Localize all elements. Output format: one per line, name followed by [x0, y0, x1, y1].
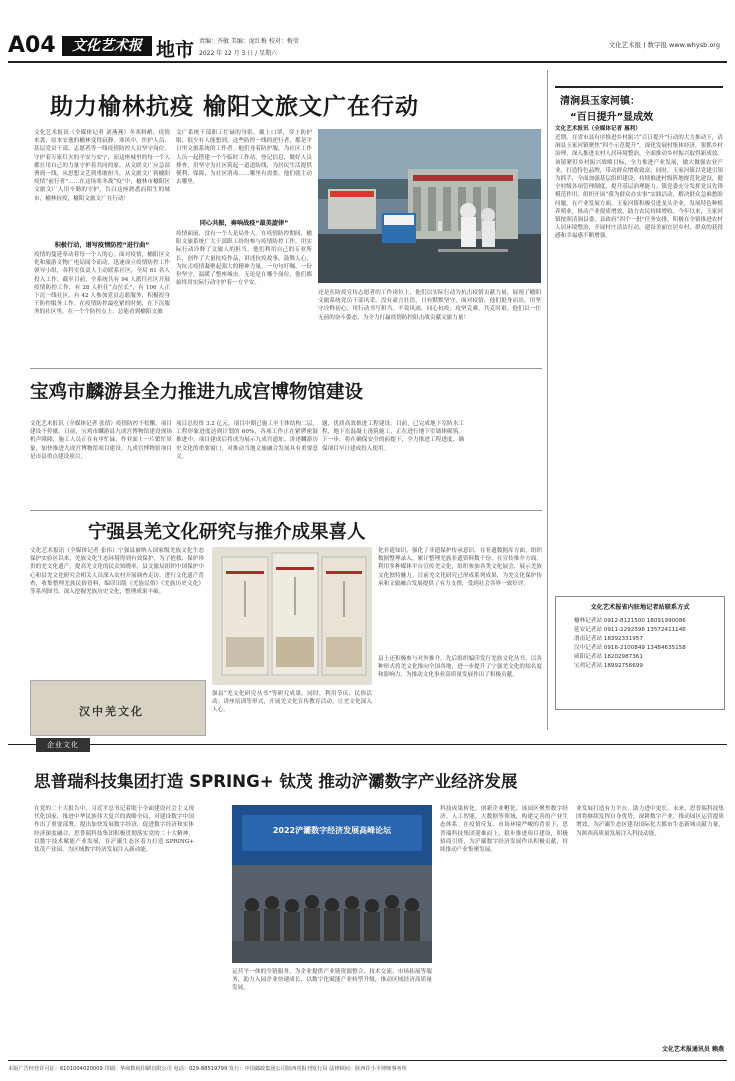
contact-row	[574, 626, 724, 635]
article1-subhead2: 同心共振，奏响战疫“最美旋律”	[199, 220, 289, 227]
article4-photo	[232, 805, 432, 963]
article3-books-photo	[212, 547, 372, 685]
contact-station: 汉中记者站	[574, 645, 602, 651]
article4-body-col2: 运营平一体的全链服务。为企业提供产业链资源整合、技术交流、市场拓展等服务，助力入园企业快速成长，以数字化赋能产业转型升级，推动区域经济高质量发展。	[232, 969, 432, 992]
contact-row	[574, 617, 724, 626]
page-number: A04	[8, 33, 56, 58]
contact-phone: 0916-2100849 13484635158	[603, 645, 686, 651]
article2-body-col2: 项目总投资 3.2 亿元，项目中期已施工至主体结构二层，工程形象进度达到计划的 60%，各项工作正在紧锣密鼓推进中。项目建成后将成为展示九成宫遗址、讲述麟游历史文化的重要窗口，对推动当地文旅融合发展具有重要意义。	[176, 421, 318, 460]
article2-top-rule	[30, 368, 542, 369]
sidebar-kicker: 清涧县玉家河镇：	[560, 96, 640, 107]
section-bar-line	[8, 744, 727, 745]
article3-books-graphic	[212, 547, 372, 685]
article4-body-col3: 科技成果转化，创新企业孵化。该园区聚焦数字经济、人工智能、大数据等领域，构建完善的产业生态体系。在疫情反复、市场环境严峻的背景下，思普瑞科技集团迎难而上，稳步推进项目建设，积极招商引资，为浐灞数字经济发展作出积极贡献，持续推动产业集聚发展。	[440, 806, 568, 854]
contact-station: 榆林记者站	[574, 618, 602, 624]
section-bar-label: 企业文化	[36, 738, 90, 752]
article4-body-col4: 业发展打造有力平台，助力进中更长。未来，思普瑞科技集团将继续发挥自身优势，深耕数字产业，推动园区运营提质增效，为浐灞生态区建设国际化大都市生态新城贡献力量，为陕西高质量发展注入科技动能。	[576, 806, 724, 837]
photo-banner-text: 2022浐灞数字经济发展高峰论坛	[272, 826, 392, 835]
contact-phone: 18202987361	[603, 654, 643, 660]
contact-station: 延安记者站	[574, 627, 602, 633]
article2-body-col1: 文化艺术报讯（全媒体记者 张倩）疫情防控不松懈，项目建设不停歇。日前，宝鸡市麟游县九成宫博物馆建设现场机声隆隆，施工人员正在有序忙碌，作业面上一片繁忙景象，加快推进九成宫博物馆项目建设。九成宫博物馆项目是市县重点建设项目，	[30, 421, 172, 460]
article3-body-col1: 文化艺术报讯（全媒体记者 张伟）宁强县被纳入国家级羌族文化生态保护实验区以来，羌族文化生态环境得到有效保护，为了抢救、保护珍贵的羌文化遗产，提高羌文化的民众知晓率，县文旅局组织中国保护中心和县羌文化研究会相关人员深入农村开展调查走访，进行文化遗产普查，收集整理羌族民俗资料，编印出版《羌族民俗》《羌族历史文化》等系列图书，深入挖掘羌族历史文化，整理成果丰硕。	[30, 548, 204, 596]
article1-body-col1: 文化艺术报讯（全媒体记者 刘燕燕）冬寒料峭，疫情来袭，原本安逸的榆林变得寂静。寒风中，医护人员、基层党员干部、志愿者等一线疫情防控人员坚守岗位，守护着万家灯火的平安与安宁，而这座城里的每一个人都在用自己的力量守护着共同的家。从文联文广应急部署到一线，从思想文艺到勇敢担当，从文旅文广到榆阳疫情“前行者”……在这场寒冬战“疫”中，榆林市榆阳区文旅文广人用辛勤的守护、告白这座熟悉而陌生的城市，榆林抗疫，榆阳文旅文广在行动！	[34, 130, 170, 202]
article4-headline: 思普瑞科技集团打造 SPRING+ 钛茂 推动浐灞数字产业经济发展	[34, 772, 518, 791]
article3-top-rule	[30, 510, 542, 511]
contact-list	[574, 617, 724, 671]
article1-body-col2b: 疫情面前，没有一个人是局外人。在疫情防控期间，榆阳文旅系统广大干部职工纷纷参与疫情防控工作，用实际行动诠释了文旅人的担当。他们利用自己的专业所长，创作了大量抗疫作品，讲述抗疫故事，鼓舞人心，为抗击疫情凝聚起强大的精神力量。一句句叮嘱、一份份坚守，温暖了整座城市。无论是在哪个岗位，他们都始终用实际行动守护着一方平安。	[176, 231, 312, 287]
article3-photo-caption: 强县“羌文化研究丛书”等研究成果。同时，利用节庆、民俗活动、讲座培训等形式，开展羌文化宣传教育活动，让羌文化深入人心。	[212, 691, 372, 714]
article2-headline: 宝鸡市麟游县全力推进九成宫博物馆建设	[30, 382, 364, 403]
article3-book-cover	[30, 680, 206, 736]
sidebar-header-bar	[555, 86, 723, 88]
contact-station: 咸阳记者站	[574, 654, 602, 660]
article1-subhead1: 积极行动，谱写疫情防控“进行曲”	[54, 242, 150, 249]
issue-date: 2022 年 12 月 3 日 / 星期六	[199, 50, 278, 57]
article4-body-col1: 在党的二十大报告中，习近平总书记着眼于全面建设社会主义现代化国家，推进中华民族伟大复兴的战略全局，对建设数字中国作出了重要部署，提出加快发展数字经济，促进数字经济和实体经济深度融合。思普瑞科技集团积极贯彻落实党的二十大精神，以数字技术赋能产业发展，在浐灞生态区着力打造 SPRING+ 钛茂产业园，为区域数字经济发展注入新动能。	[34, 806, 194, 854]
article3-body-col2: 化非遗知识，强化了非遗保护传承意识。在非遗数据库方面，组织数据整理录入，累计整理羌族非遗资料数千份。在宣传推介方面，利用多种媒体平台宣传羌文化，组织参加各类文化展会，展示羌族文化独特魅力。目前羌文化研究已形成系列成果，为羌文化保护传承和文旅融合发展提供了有力支撑，受到社会各界一致好评。	[378, 548, 542, 587]
article1-body-col2: 文广系统干部职工忙碌的身影。戴上口罩，穿上防护服，很少有人能想到，这些防控一线的逆行者，都是平日里文旅系统的工作者。他们身着防护服，为社区工作人员一起搭建一个个临时工作站、登记信息，做好人员排查，用坚守为社区筑起一道道防线，为居民生活提供便利、保障，为社区消毒……哪里有需要，他们就主动去哪里。	[176, 130, 312, 186]
editor-credits: 责编：齐敏 美编：庞红梅 校对：梅莹	[199, 38, 299, 45]
sidebar-headline: “百日提升”显成效	[570, 112, 654, 123]
contact-phone: 18992756699	[603, 663, 643, 669]
contact-row	[574, 662, 724, 671]
article1-photo	[318, 129, 541, 283]
section-title: 地市	[156, 39, 195, 61]
contact-box-title: 文化艺术报省内驻地记者站联系方式	[590, 604, 690, 611]
article4-byline: 文化艺术报通讯员 赖燕	[661, 1046, 724, 1053]
contact-station: 渭南记者站	[574, 636, 602, 642]
correspondent-contact-box	[555, 596, 725, 710]
footer-rule	[8, 1060, 727, 1061]
sidebar-divider	[547, 70, 548, 730]
article1-headline: 助力榆林抗疫 榆阳文旅文广在行动	[50, 94, 420, 120]
article2-body-col3: 题，优质高效推进工程建设。目前，已完成地下室防水工程，地下室混凝土浇筑施工，正在进行地下室墙体砌筑。下一步，将在确保安全的前提下，全力推进工程进度，确保项目早日建成投入使用。	[322, 421, 464, 452]
article1-photo-graphic	[318, 129, 541, 283]
article1-body-col3: 还是在防疫宣传志愿者的工作岗位上，他们以实际行动为抗击疫情贡献力量，展现了榆阳文旅系统党员干部风采。没有豪言壮语，只有默默坚守，面对疫情，他们挺身而出，用坚守诠释初心，用行动书写担当。不畏风雨，同心抗疫；攻坚克难，共克时艰。他们以一往无前的奋斗姿态，为全力打赢疫情防控阻击战贡献文旅力量！	[318, 290, 541, 321]
footer-info: 本版广告经营许可证：6101004020009 印刷：华商数码印刷有限公司 电话：029-88519799 发行：中国邮政集团公司陕西省报刊发行局 法律顾问：陕西许小平律师事务所	[8, 1066, 407, 1072]
contact-phone: 0912-8121500 18091990086	[603, 618, 686, 624]
contact-phone: 0911-2292398 13572411146	[603, 627, 686, 633]
contact-phone: 18392331957	[603, 636, 643, 642]
article1-body-col1b: 疫情的蔓延牵动着每一个人的心。面对疫情，榆阳区文化和旅游文物广电局闻令而动，迅速成立疫情防控工作领导小组，各科室负责人主动联系社区，全局 61 名人投入工作。截至目前，全系统共有 94 人派往社区开展疫情防控工作，有 28 人担任“点位长”，有 106 人正下沉一线社区，有 42 人参加党员志愿服务，积极投身于防控服务工作。在疫情防控最吃紧的时刻，在下沉服务的社区里，在一个个防控点上，总能看到榆阳文旅	[34, 252, 170, 316]
article3-headline: 宁强县羌文化研究与推介成果喜人	[88, 522, 366, 543]
contact-row	[574, 653, 724, 662]
book-cover-title: 汉中羌文化	[79, 705, 144, 718]
contact-row	[574, 644, 724, 653]
enterprise-section-bar	[8, 738, 727, 752]
contact-station: 宝鸡记者站	[574, 663, 602, 669]
sidebar-body: 近期，在省市县有序推进乡村振兴“百日提升”行动的大力推动下，清涧县玉家河镇聚焦“四个示范提升”，深化发展村集体经济，狠抓乡村治理，深入推进农村人居环境整治，全面推动乡村振兴取得新成效。该镇紧盯乡村振兴战略目标，全力推进产业发展，做大做强农业产业，打造特色品牌，带动群众增收致富。同时，玉家河镇以党建引领为抓手，全面加强基层组织建设，持续推进村级阵地规范化建设，健全村级各项管理制度，提升基层治理能力。镇党委充分发挥党员先锋模范作用，组织开展“我为群众办实事”实践活动，解决群众急难愁盼问题。在产业发展方面，玉家河镇积极引进龙头企业，发展特色种植养殖业，推动产业提质增效，助力农民持续增收。今年以来，玉家河镇按照清涧县委、县政府“四个一批”任务安排，积极在全镇推进农村人居环境整治，开展村庄清洁行动，建设美丽宜居乡村，群众的获得感和幸福感不断增强。	[555, 135, 723, 240]
masthead-rule	[8, 61, 727, 63]
contact-row	[574, 635, 724, 644]
digital-edition: 文化艺术报 | 数字报 www.whysb.org	[608, 41, 720, 49]
paper-logo: 文化艺术报	[62, 36, 152, 56]
article3-body-col3: 县上还积极参与对外推介，先后组织编印发行羌族文化丛书，以各种形式将羌文化推向全国各地，进一步提升了宁强羌文化的知名度和影响力，为推动文化事业高质量发展作出了积极贡献。	[378, 656, 542, 679]
sidebar-byline: 文化艺术报讯（全媒体记者 惠利）	[555, 126, 641, 132]
